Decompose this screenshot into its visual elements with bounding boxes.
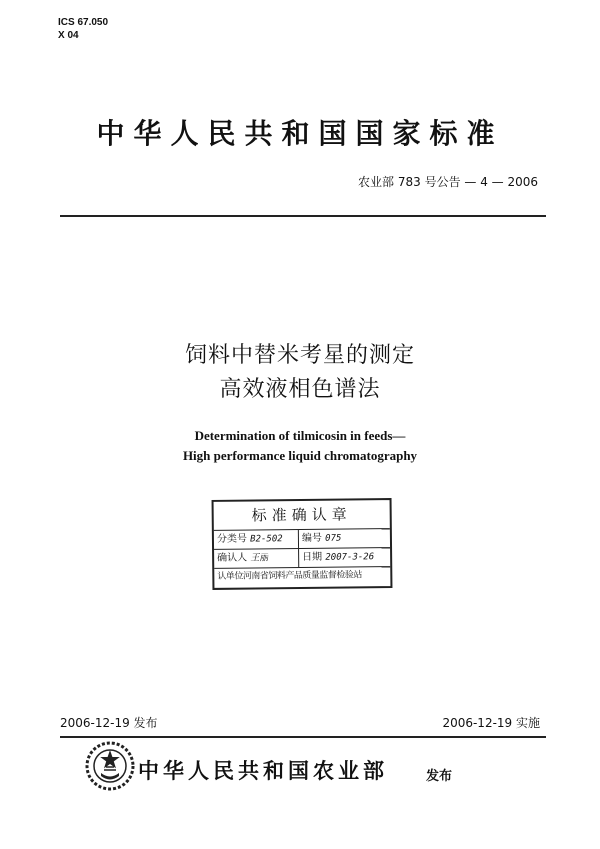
national-standard-heading: 中华人民共和国国家标准 <box>96 117 504 150</box>
implement-date: 2006-12-19 实施 <box>442 716 540 730</box>
title-cn-line1: 饲料中替米考星的测定 <box>184 343 415 368</box>
title-en-line2: High performance liquid chromatography <box>182 448 418 463</box>
stamp-confirmer-signature: 王丽 <box>250 553 269 564</box>
top-divider <box>60 215 546 217</box>
stamp-row-category <box>214 529 390 550</box>
stamp-category-label: 分类号 <box>216 533 248 545</box>
standard-number: 农业部 783 号公告 — 4 — 2006 <box>358 175 538 189</box>
stamp-unit-text: 认单位河南省饲料产品质量监督检验站 <box>217 570 362 582</box>
stamp-category-cell <box>217 530 283 549</box>
ministry-publish: 发布 <box>426 769 453 784</box>
stamp-date-label: 日期 <box>302 551 323 563</box>
classification-codes <box>58 16 108 42</box>
ministry-name: 中华人民共和国农业部 <box>138 759 388 783</box>
stamp-number-label: 编号 <box>301 532 322 544</box>
stamp-date-cell <box>298 548 374 567</box>
stamp-date-value: 2007-3-26 <box>325 552 375 563</box>
stamp-category-value: B2-502 <box>250 534 283 545</box>
stamp-row-confirmer <box>214 548 390 569</box>
ics-code: ICS 67.050 <box>58 17 109 28</box>
category-code: X 04 <box>58 30 79 41</box>
publish-date: 2006-12-19 发布 <box>60 716 158 730</box>
title-cn-line2: 高效液相色谱法 <box>219 377 381 402</box>
bottom-divider <box>60 736 546 738</box>
title-en-line1: Determination of tilmicosin in feeds— <box>194 428 406 443</box>
confirmation-stamp <box>212 498 393 590</box>
ministry-emblem-icon <box>84 740 136 792</box>
stamp-confirmer-label: 确认人 <box>217 552 248 564</box>
stamp-title: 标准确认章 <box>214 500 390 531</box>
stamp-number-cell <box>298 530 342 548</box>
stamp-confirmer-cell <box>217 549 268 568</box>
stamp-number-value: 075 <box>325 533 342 544</box>
